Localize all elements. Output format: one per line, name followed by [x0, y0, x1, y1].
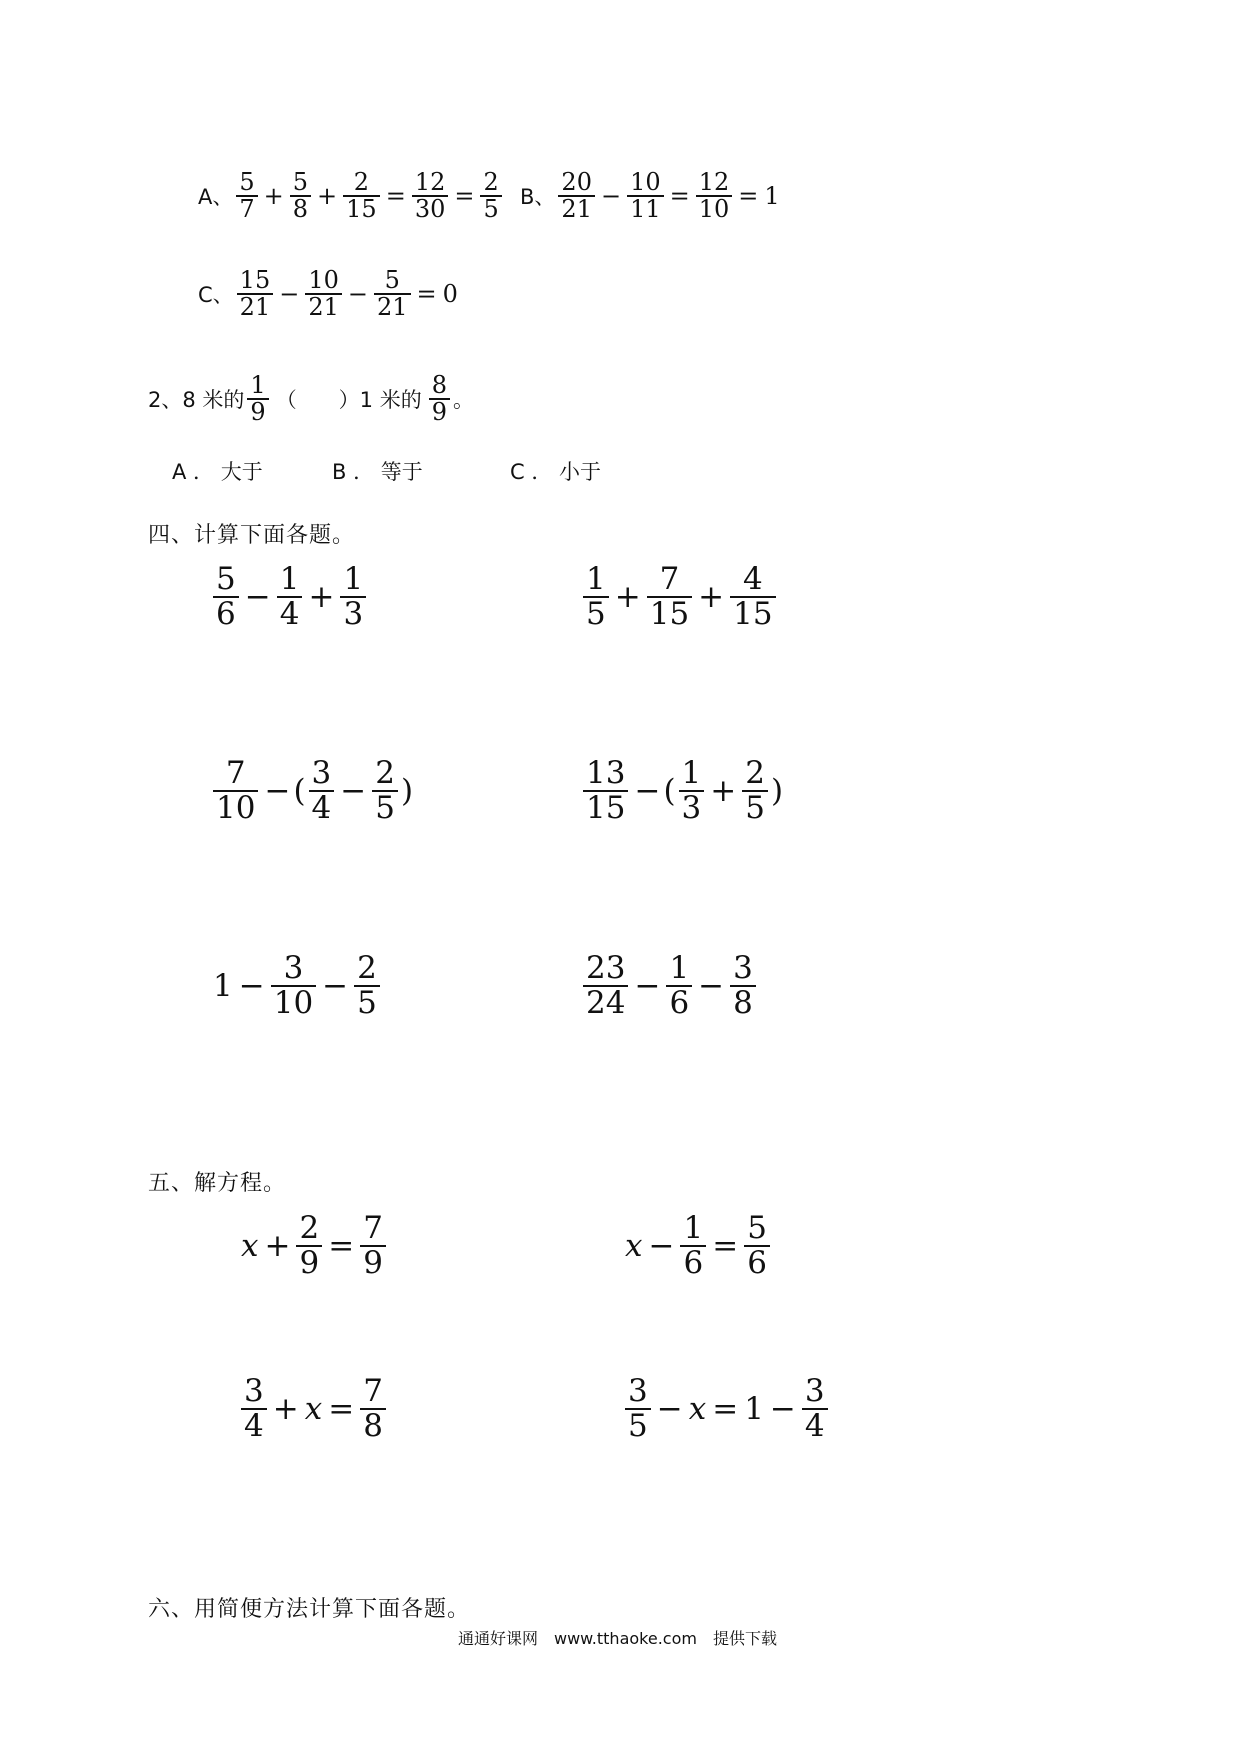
question-2-blank: （ ）1 米的: [275, 388, 422, 413]
problem-4-4: $\frac{13}{15}$ − ( $\frac{1}{3}$ + $\frac{2}{5}$ ): [580, 757, 783, 824]
fraction: $\frac{5}{21}$: [374, 268, 411, 320]
equation-5-4: $\frac{3}{5}$ − x = 1 − $\frac{3}{4}$: [622, 1375, 831, 1442]
problem-4-2: $\frac{1}{5}$ + $\frac{7}{15}$ + $\frac{4}{15}$: [580, 563, 779, 630]
fraction: $\frac{3}{10}$: [271, 952, 316, 1019]
fraction: $\frac{15}{21}$: [237, 268, 274, 320]
fraction: $\frac{3}{8}$: [730, 952, 756, 1019]
fraction: $\frac{5}{8}$: [290, 170, 311, 222]
variable-x: x: [688, 1390, 707, 1427]
fraction: $\frac{1}{3}$: [340, 563, 366, 630]
section-5-title: 五、解方程。: [148, 1171, 287, 1196]
question-2-prefix: 2、8 米的: [148, 388, 245, 413]
fraction: $\frac{7}{15}$: [647, 563, 692, 630]
fraction: $\frac{20}{21}$: [558, 170, 595, 222]
equation-5-3: $\frac{3}{4}$ + x = $\frac{7}{8}$: [238, 1375, 389, 1442]
problem-4-1: $\frac{5}{6}$ − $\frac{1}{4}$ + $\frac{1}{3}$: [210, 563, 369, 630]
fraction: $\frac{8}{9}$: [429, 373, 450, 425]
fraction: $\frac{10}{11}$: [627, 170, 664, 222]
fraction: $\frac{2}{5}$: [372, 757, 398, 824]
fraction: $\frac{1}{9}$: [247, 373, 268, 425]
fraction: $\frac{5}{6}$: [744, 1212, 770, 1279]
fraction: $\frac{3}{4}$: [241, 1375, 267, 1442]
fraction: $\frac{1}{4}$: [277, 563, 303, 630]
option-a-expression: A、 $\frac{5}{7}$ + $\frac{5}{8}$ + $\frac{2}{15}$ = $\frac{12}{30}$ = $\frac{2}{5}$: [198, 170, 505, 222]
fraction: $\frac{7}{8}$: [360, 1375, 386, 1442]
option-a-label: A、: [198, 185, 234, 210]
option-c-label: C、: [198, 283, 234, 308]
fraction: $\frac{1}{5}$: [583, 563, 609, 630]
option-b-expression: B、 $\frac{20}{21}$ − $\frac{10}{11}$ = $\frac{12}{10}$ = 1: [520, 168, 780, 224]
option-c-expression: C、 $\frac{15}{21}$ − $\frac{10}{21}$ − $\frac{5}{21}$ = 0: [198, 266, 458, 322]
fraction: $\frac{12}{30}$: [412, 170, 449, 222]
question-2: [148, 373, 474, 425]
variable-x: x: [304, 1390, 323, 1427]
fraction: $\frac{10}{21}$: [305, 268, 342, 320]
section-6-title: 六、用简便方法计算下面各题。: [148, 1597, 471, 1622]
fraction: $\frac{2}{5}$: [354, 952, 380, 1019]
fraction: $\frac{7}{10}$: [213, 757, 258, 824]
question-2-suffix: 。: [453, 388, 475, 413]
fraction: $\frac{3}{5}$: [625, 1375, 651, 1442]
fraction: $\frac{23}{24}$: [583, 952, 628, 1019]
fraction: $\frac{5}{7}$: [236, 170, 257, 222]
fraction: $\frac{5}{6}$: [213, 563, 239, 630]
fraction: $\frac{2}{5}$: [742, 757, 768, 824]
fraction: $\frac{1}{3}$: [679, 757, 705, 824]
question-2-option-a: A ． 大于: [172, 460, 263, 484]
problem-4-5: 1 − $\frac{3}{10}$ − $\frac{2}{5}$: [210, 952, 383, 1019]
fraction: $\frac{1}{6}$: [680, 1212, 706, 1279]
variable-x: x: [625, 1227, 643, 1264]
problem-4-6: $\frac{23}{24}$ − $\frac{1}{6}$ − $\frac{3}{8}$: [580, 952, 759, 1019]
section-4-title: 四、计算下面各题。: [148, 523, 356, 548]
fraction: $\frac{13}{15}$: [583, 757, 628, 824]
problem-4-3: $\frac{7}{10}$ − ( $\frac{3}{4}$ − $\frac{2}{5}$ ): [210, 757, 413, 824]
page-footer: 通通好课网 www.tthaoke.com 提供下载: [458, 1629, 777, 1648]
fraction: $\frac{3}{4}$: [802, 1375, 828, 1442]
question-2-option-c: C ． 小于: [510, 460, 602, 484]
question-2-option-b: B ． 等于: [332, 460, 423, 484]
variable-x: x: [241, 1227, 259, 1264]
fraction: $\frac{4}{15}$: [730, 563, 775, 630]
fraction: $\frac{1}{6}$: [666, 952, 692, 1019]
equation-5-1: x + $\frac{2}{9}$ = $\frac{7}{9}$: [238, 1212, 389, 1279]
fraction: $\frac{7}{9}$: [360, 1212, 386, 1279]
fraction: $\frac{2}{15}$: [343, 170, 380, 222]
fraction: $\frac{3}{4}$: [309, 757, 335, 824]
equation-5-2: x − $\frac{1}{6}$ = $\frac{5}{6}$: [622, 1212, 773, 1279]
fraction: $\frac{2}{5}$: [480, 170, 501, 222]
fraction: $\frac{12}{10}$: [696, 170, 733, 222]
option-b-label: B、: [520, 185, 556, 210]
fraction: $\frac{2}{9}$: [296, 1212, 322, 1279]
